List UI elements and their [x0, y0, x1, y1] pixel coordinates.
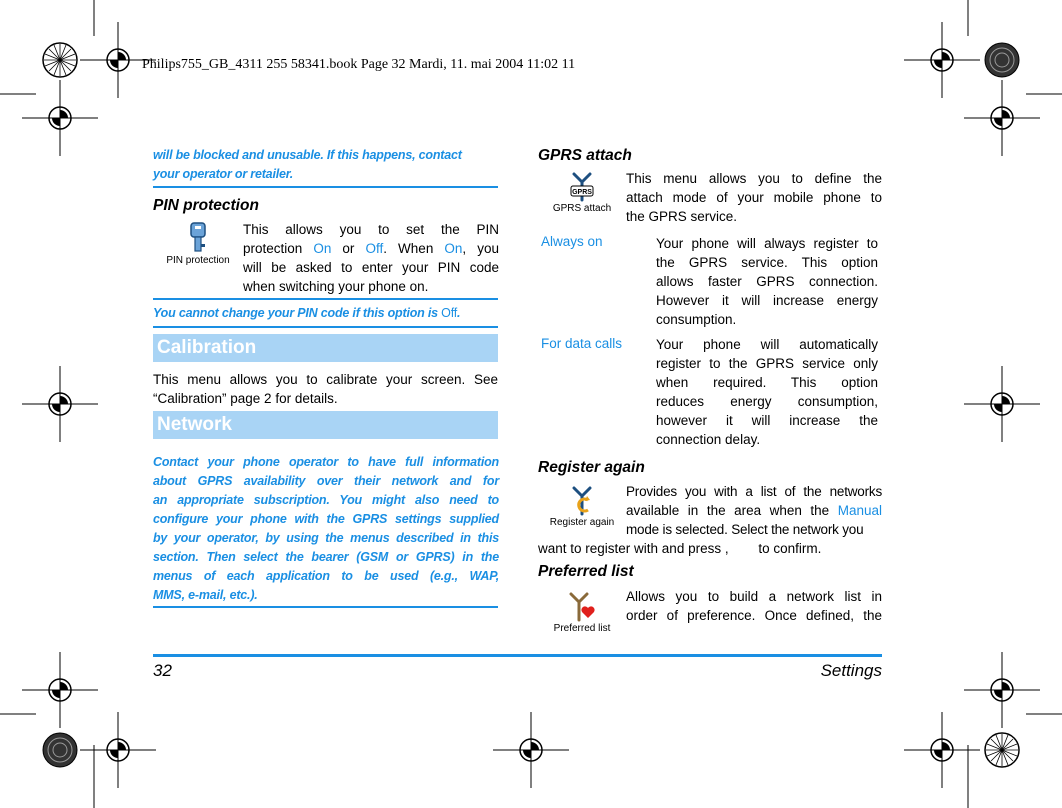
- option-for-data-calls-term: For data calls: [541, 336, 623, 351]
- gprs-badge-text: GPRS: [572, 189, 592, 196]
- pin-icon: [165, 222, 231, 266]
- network-section-bar: Network: [153, 411, 498, 439]
- network-note-rule: [153, 606, 498, 608]
- register-icon: [549, 486, 615, 528]
- calibration-section-bar: Calibration: [153, 334, 498, 362]
- antenna-heart-icon: [567, 592, 597, 622]
- intro-note-rule: [153, 186, 498, 188]
- gprs-icon-label: GPRS attach: [552, 203, 612, 214]
- preferred-description: Allows you to build a network list in order of preference. Once defined, the: [626, 589, 882, 623]
- page-number: 32: [153, 661, 172, 680]
- register-description-last-line: want to register with and press , to confirm.: [538, 541, 822, 556]
- option-for-data-calls-description: Your phone will automatically register to the GPRS service only when required. This option reduces energy consumption, however it will increase the connection delay.: [656, 337, 878, 447]
- option-always-on-description: Your phone will always register to the GPRS service. This option allows faster GPRS connection. However it will increase energy consumption.: [656, 236, 878, 327]
- gprs-description: This menu allows you to define the attach mode of your mobile phone to the GPRS service.: [626, 171, 882, 224]
- calibration-description: This menu allows you to calibrate your screen. See “Calibration” page 2 for details.: [153, 372, 498, 406]
- key-icon: [187, 222, 209, 254]
- pin-note: You cannot change your PIN code if this option is Off.: [153, 306, 461, 320]
- intro-note: will be blocked and unusable. If this happens, contact your operator or retailer.: [153, 148, 462, 181]
- register-title: Register again: [538, 459, 645, 476]
- register-icon-label: Register again: [549, 517, 615, 528]
- network-note: Contact your phone operator to have full information about GPRS availability over their network and for an appropriate subscription. You might also need to configure your phone with the GPRS settings supplied by your operator, by using the menus described in this section. Then select the bearer (GSM or GPRS) in the menus of each application to be used (e.g., WAP, MMS, e-mail, etc.).: [153, 455, 499, 602]
- gprs-title: GPRS attach: [538, 147, 632, 164]
- pin-description: This allows you to set the PIN protection On or Off. When On, you will be asked to enter your PIN code when switching your phone on.: [243, 222, 499, 294]
- preferred-icon: [549, 592, 615, 634]
- pin-note-rule-top: [153, 298, 498, 300]
- preferred-icon-label: Preferred list: [553, 623, 611, 634]
- antenna-gprs-icon: [568, 172, 596, 202]
- gprs-icon: [549, 172, 615, 214]
- register-description: Provides you with a list of the networks available in the area when the Manual mode is selected. Select the network you: [626, 484, 882, 537]
- antenna-register-icon: [568, 486, 596, 516]
- footer-rule: [153, 654, 882, 657]
- pin-icon-label: PIN protection: [166, 255, 230, 266]
- footer-section-name: Settings: [820, 661, 882, 680]
- preferred-title: Preferred list: [538, 563, 634, 580]
- pin-note-rule-bottom: [153, 326, 498, 328]
- print-header: Philips755_GB_4311 255 58341.book Page 32 Mardi, 11. mai 2004 11:02 11: [142, 57, 576, 72]
- option-always-on-term: Always on: [541, 234, 603, 249]
- pin-title: PIN protection: [153, 197, 259, 214]
